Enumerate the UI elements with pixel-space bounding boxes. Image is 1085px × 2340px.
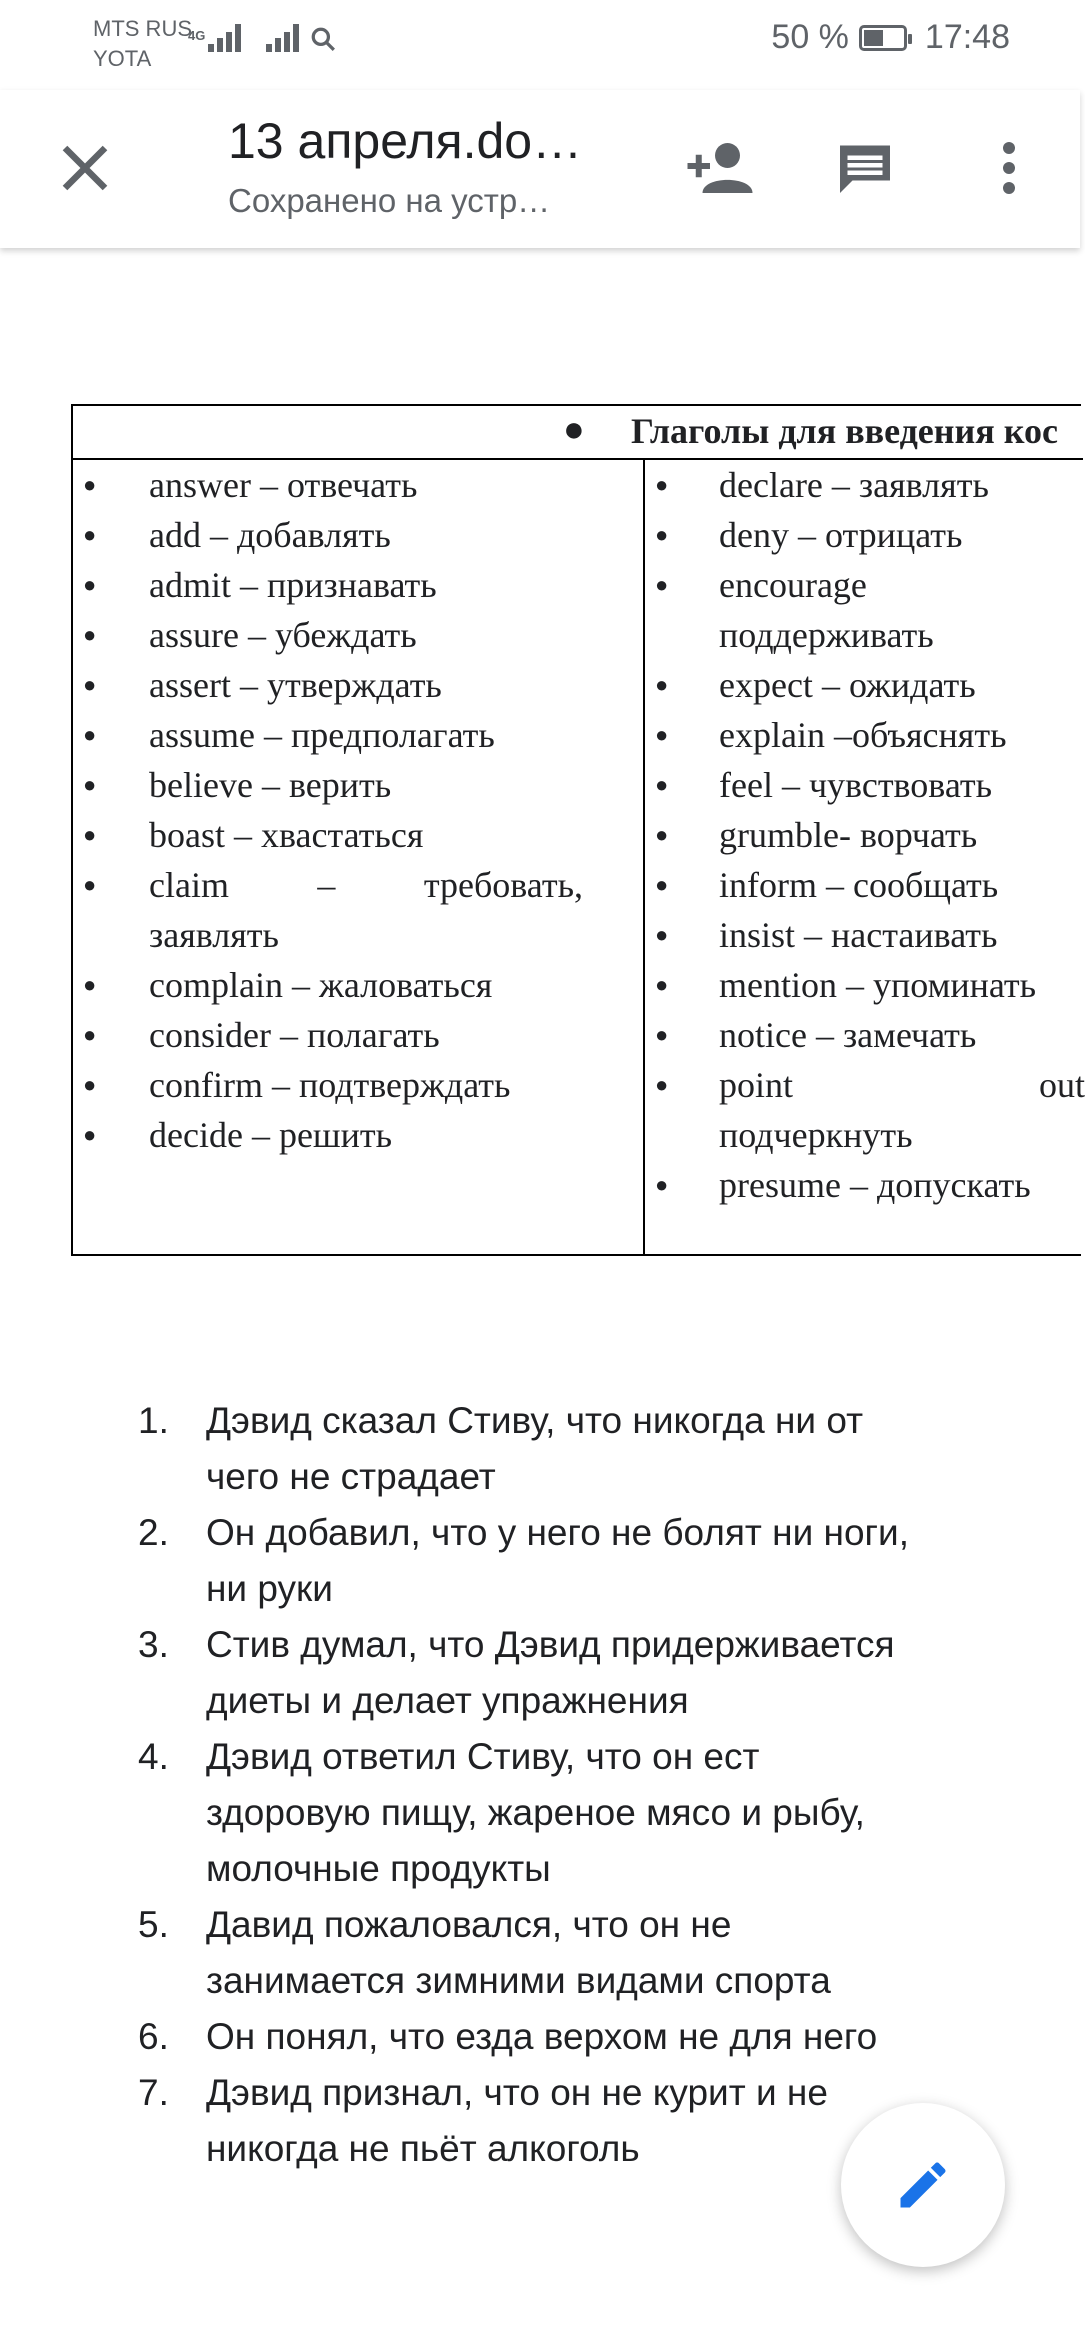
word-item-line: ● insist – настаивать xyxy=(719,915,998,955)
word-item xyxy=(645,660,1085,710)
list-item-line: чего не страдает xyxy=(206,1456,496,1497)
word-item-line: ● inform – сообщать xyxy=(719,865,999,905)
word-item xyxy=(73,710,643,760)
list-number: 2. xyxy=(138,1512,169,1553)
vocabulary-table xyxy=(71,404,1085,1256)
word-item xyxy=(73,660,643,710)
word-item xyxy=(645,560,1085,660)
table-header-text: Глаголы для введения кос xyxy=(631,411,1058,451)
list-item-line: Он понял, что езда верхом не для него xyxy=(206,2016,878,2057)
battery-percent: 50 % xyxy=(771,18,849,56)
close-icon[interactable] xyxy=(55,138,115,198)
list-item xyxy=(138,2009,1018,2065)
word-item-line: ● claim – требовать, xyxy=(149,865,583,905)
list-item-line: Дэвид сказал Стиву, что никогда ни от xyxy=(206,1400,864,1441)
list-item-line: Стив думал, что Дэвид придерживается xyxy=(206,1624,895,1665)
list-item-line: ни руки xyxy=(206,1568,333,1609)
list-item xyxy=(138,1393,1018,1505)
word-item-line: ● admit – признавать xyxy=(149,565,437,605)
table-header xyxy=(73,406,1083,460)
word-item xyxy=(645,1010,1085,1060)
signal-icon xyxy=(208,24,242,52)
document-subtitle: Сохранено на устр… xyxy=(228,182,551,219)
word-item-line: ● mention – упоминать xyxy=(719,965,1037,1005)
word-item xyxy=(73,860,643,960)
word-item xyxy=(73,1110,643,1160)
word-item-line: подчеркнуть xyxy=(719,1115,913,1155)
word-item-line: ● notice – замечать xyxy=(719,1015,977,1055)
word-item xyxy=(73,960,643,1010)
list-item xyxy=(138,1729,1018,1897)
search-icon xyxy=(310,26,336,52)
word-item-line: ● assure – убеждать xyxy=(149,615,417,655)
add-person-icon[interactable] xyxy=(685,138,755,198)
word-item-line: ● presume – допускать xyxy=(719,1165,1031,1205)
word-item-line: ● assert – утверждать xyxy=(149,665,442,705)
more-vert-icon[interactable] xyxy=(975,138,1043,198)
clock: 17:48 xyxy=(924,18,1010,56)
carrier-2: YOTA xyxy=(93,46,152,71)
word-item-line: ● boast – хвастаться xyxy=(149,815,424,855)
header-bullet: ● xyxy=(563,409,585,449)
list-item xyxy=(138,1617,1018,1729)
carrier-names xyxy=(93,14,192,74)
word-item xyxy=(645,510,1085,560)
edit-fab-button[interactable] xyxy=(841,2103,1005,2267)
list-number: 5. xyxy=(138,1904,169,1945)
sentence-list xyxy=(138,1393,1018,2177)
network-type: 4G xyxy=(188,28,206,43)
word-item xyxy=(645,860,1085,910)
word-item xyxy=(645,1160,1085,1210)
word-item-line: ● point out xyxy=(719,1065,1085,1105)
list-item-line: занимается зимними видами спорта xyxy=(206,1960,831,2001)
word-item-line: ● consider – полагать xyxy=(149,1015,440,1055)
list-item xyxy=(138,1897,1018,2009)
word-item-line: ● assume – предполагать xyxy=(149,715,495,755)
word-item xyxy=(73,760,643,810)
word-item-line: ● deny – отрицать xyxy=(719,515,963,555)
word-item xyxy=(73,510,643,560)
word-item-line: ● grumble- ворчать xyxy=(719,815,978,855)
word-item-line: ● explain –объяснять xyxy=(719,715,1007,755)
word-item-line: ● confirm – подтверждать xyxy=(149,1065,511,1105)
list-item-line: Дэвид признал, что он не курит и не xyxy=(206,2072,828,2113)
list-item-line: молочные продукты xyxy=(206,1848,551,1889)
word-item-line: ● encourage xyxy=(719,565,867,605)
list-item-line: диеты и делает упражнения xyxy=(206,1680,689,1721)
word-item xyxy=(73,810,643,860)
table-column-1 xyxy=(73,460,643,1160)
edit-pencil-icon xyxy=(893,2155,953,2215)
word-item-line: ● believe – верить xyxy=(149,765,392,805)
word-item xyxy=(645,810,1085,860)
list-item-line: здоровую пищу, жареное мясо и рыбу, xyxy=(206,1792,865,1833)
document-title: 13 апреля.do… xyxy=(228,113,583,169)
word-item-line: ● complain – жаловаться xyxy=(149,965,493,1005)
word-item-line: ● decide – решить xyxy=(149,1115,393,1155)
list-item-line: Он добавил, что у него не болят ни ноги, xyxy=(206,1512,909,1553)
table-column-2 xyxy=(643,460,1085,1256)
word-item-line: ● answer – отвечать xyxy=(149,465,418,505)
signal-icon-2 xyxy=(266,24,300,52)
word-item xyxy=(645,910,1085,960)
word-item xyxy=(645,710,1085,760)
word-item-line: ● expect – ожидать xyxy=(719,665,976,705)
word-item-line: ● add – добавлять xyxy=(149,515,391,555)
word-item xyxy=(73,1010,643,1060)
comment-icon[interactable] xyxy=(830,138,900,198)
battery-icon xyxy=(859,25,907,51)
word-item xyxy=(73,460,643,510)
list-number: 6. xyxy=(138,2016,169,2057)
list-number: 1. xyxy=(138,1400,169,1441)
word-item xyxy=(73,1060,643,1110)
word-item xyxy=(73,610,643,660)
word-item xyxy=(73,560,643,610)
list-item-line: никогда не пьёт алкоголь xyxy=(206,2128,640,2169)
word-item xyxy=(645,1060,1085,1160)
carrier-1: MTS RUS xyxy=(93,16,192,41)
word-item xyxy=(645,460,1085,510)
word-item xyxy=(645,960,1085,1010)
app-bar xyxy=(0,90,1080,248)
list-item xyxy=(138,1505,1018,1617)
list-number: 7. xyxy=(138,2072,169,2113)
word-item-line: заявлять xyxy=(149,915,279,955)
list-item-line: Давид пожаловался, что он не xyxy=(206,1904,732,1945)
word-item-line: ● declare – заявлять xyxy=(719,465,989,505)
word-item xyxy=(645,760,1085,810)
status-right xyxy=(771,18,1010,57)
list-item-line: Дэвид ответил Стиву, что он ест xyxy=(206,1736,760,1777)
word-item-line: ● feel – чувствовать xyxy=(719,765,993,805)
status-bar xyxy=(0,0,1080,90)
list-number: 4. xyxy=(138,1736,169,1777)
word-item-line: поддерживать xyxy=(719,615,934,655)
list-number: 3. xyxy=(138,1624,169,1665)
